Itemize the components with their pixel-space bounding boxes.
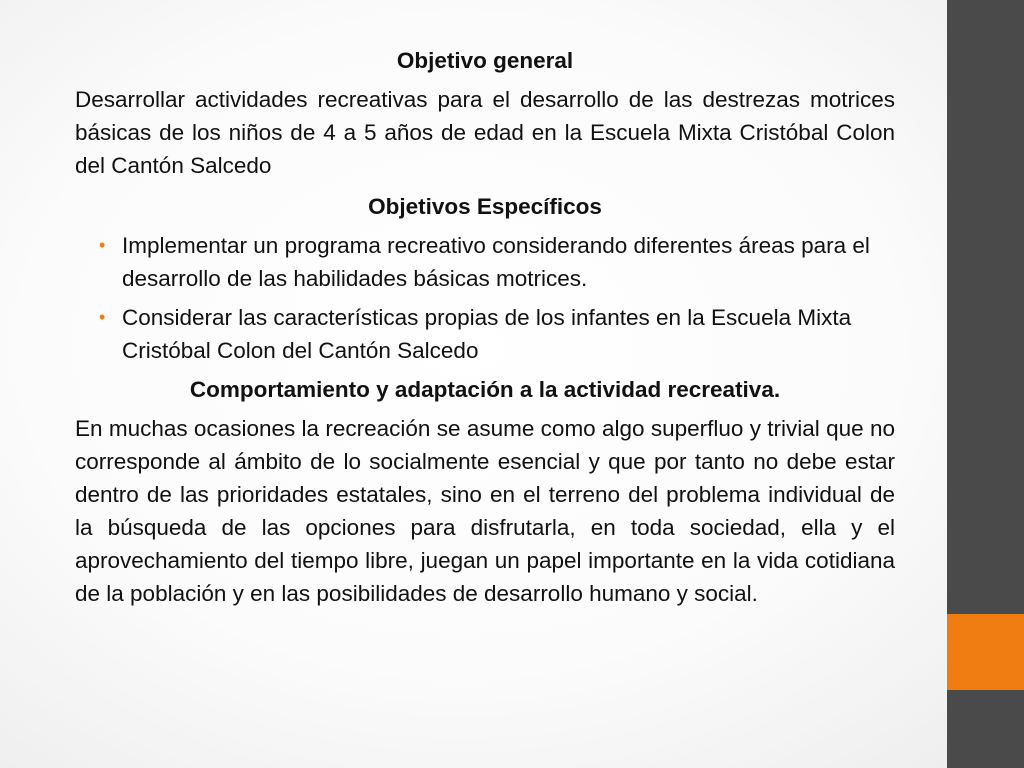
list-item-text: Implementar un programa recreativo considerando diferentes áreas para el desarrollo de las habilidades básicas motrices. xyxy=(122,233,870,291)
list-item xyxy=(75,301,895,367)
accent-block xyxy=(947,614,1024,690)
bullet-dot-icon: • xyxy=(99,307,106,327)
heading-objetivos-especificos: Objetivos Específicos xyxy=(368,194,602,219)
list-item-text: Considerar las características propias de los infantes en la Escuela Mixta Cristóbal Colon del Cantón Salcedo xyxy=(122,305,852,363)
paragraph-objetivo-general: Desarrollar actividades recreativas para el desarrollo de las destrezas motrices básicas de los niños de 4 a 5 años de edad en la Escuela Mixta Cristóbal Colon del Cantón Salcedo xyxy=(75,87,895,178)
heading-comportamiento: Comportamiento y adaptación a la actividad recreativa. xyxy=(189,377,781,402)
list-item xyxy=(75,229,895,295)
paragraph-comportamiento: En muchas ocasiones la recreación se asume como algo superfluo y trivial que no corresponde al ámbito de lo socialmente esencial y que por tanto no debe estar dentro de las prioridades estatales, sino en el terreno del problema individual de la búsqueda de las opciones para disfrutarla, en toda sociedad, ella y el aprovechamiento del tiempo libre, juegan un papel importante en la vida cotidiana de la población y en las posibilidades de desarrollo humano y social. xyxy=(75,416,895,606)
bullet-list xyxy=(75,229,895,367)
heading-objetivo-general: Objetivo general xyxy=(396,48,574,73)
bullet-dot-icon: • xyxy=(99,235,106,255)
slide-content xyxy=(75,44,895,610)
